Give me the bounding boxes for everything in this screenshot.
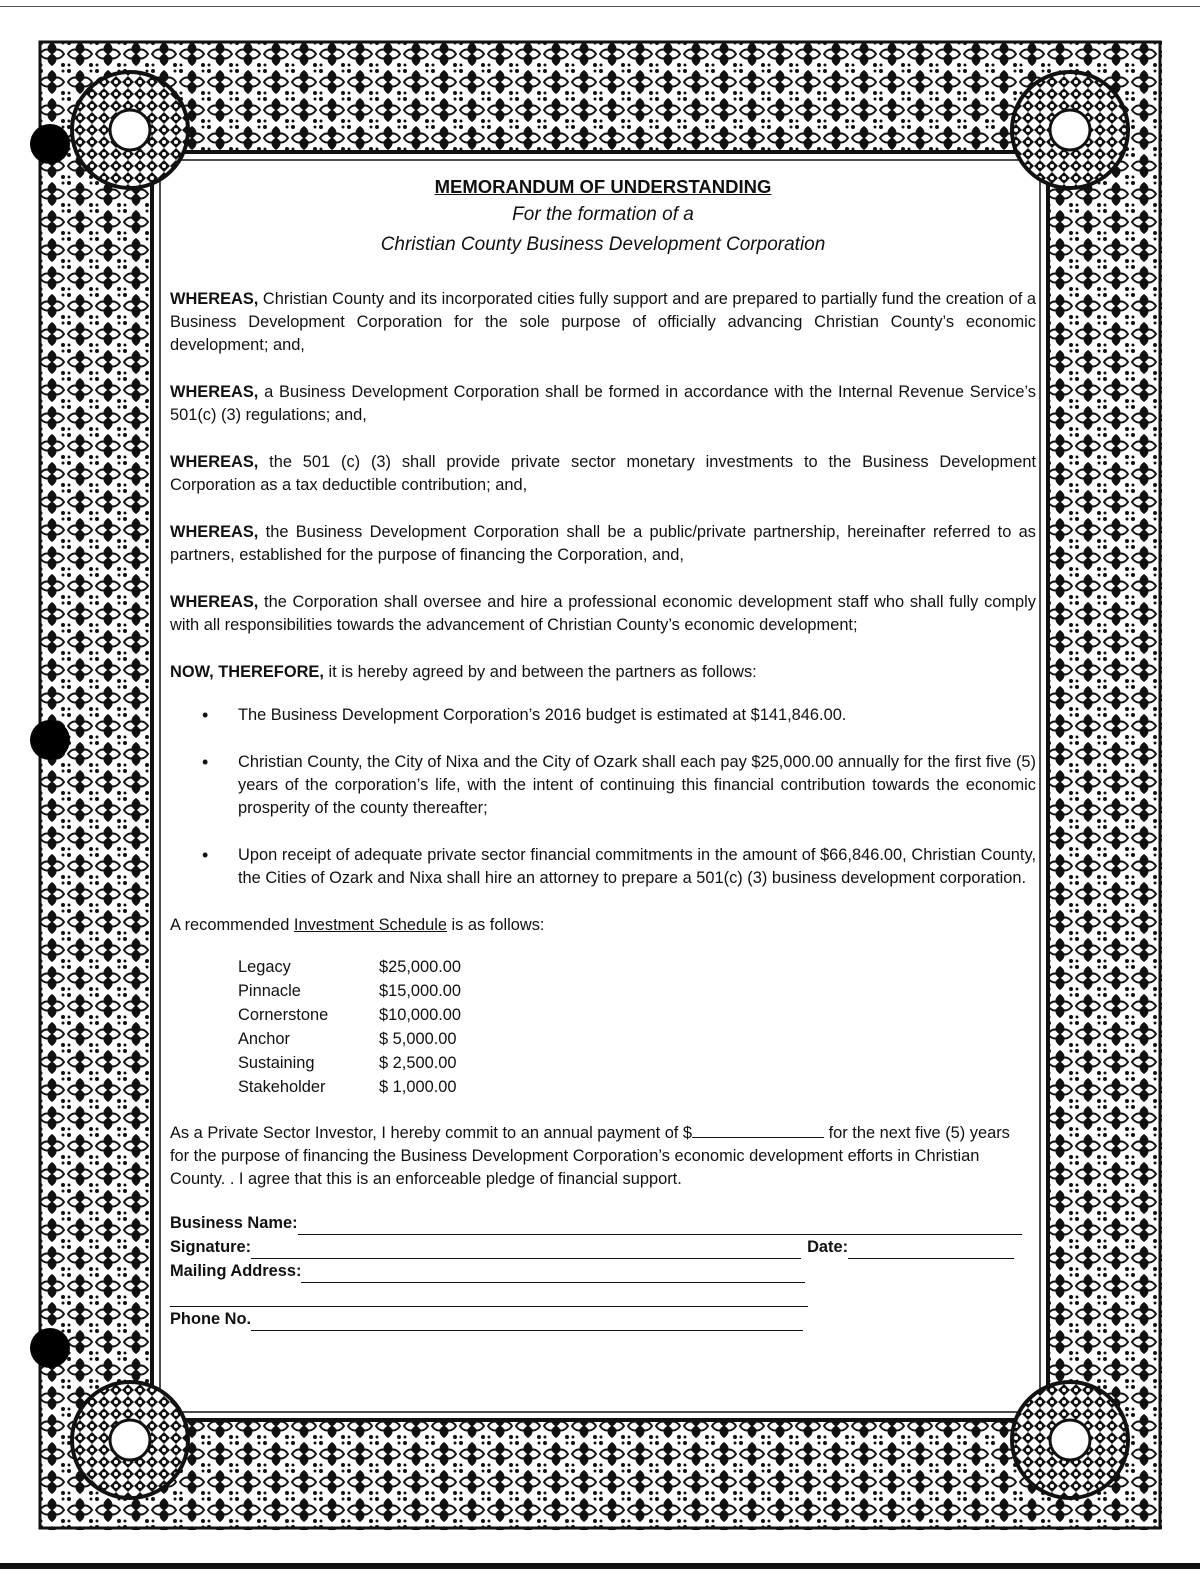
signature-label: Signature: [170, 1238, 252, 1256]
document-subtitle-1: For the formation of a [512, 204, 694, 225]
schedule-amount: $ 2,500.00 [379, 1054, 457, 1072]
pledge-text: for the next five (5) years for the purpose of financing the Business Development Corporation’s economic development efforts in Christian County. . I agree that this is an enforceable pledge of financial support. [170, 1124, 1010, 1188]
whereas-text: a Business Development Corporation shall be formed in accordance with the Internal Revenue Service’s 501(c) (3) regulations; and, [170, 383, 1036, 424]
now-therefore-lead: NOW, THEREFORE, [170, 663, 324, 681]
business-name-field[interactable] [298, 1220, 1022, 1235]
mailing-address-field[interactable] [301, 1268, 805, 1283]
whereas-lead: WHEREAS, [170, 290, 259, 308]
schedule-intro-text: A recommended [170, 916, 294, 934]
whereas-text: the 501 (c) (3) shall provide private sector monetary investments to the Business Development Corporation as a tax deductible contribution; and, [170, 453, 1036, 494]
mailing-address-label: Mailing Address: [170, 1262, 302, 1280]
bullet-item: • Christian County, the City of Nixa and the City of Ozark shall each pay $25,000.00 annually for the first five (5) years of the corporation’s life, with the intent of continuing this financial contribution towards the economic prosperity of the county thereafter; [170, 751, 1036, 820]
whereas-lead: WHEREAS, [170, 523, 259, 541]
schedule-level: Stakeholder [238, 1078, 326, 1096]
schedule-row [238, 1003, 461, 1027]
schedule-intro-underlined: Investment Schedule [293, 916, 447, 934]
schedule-row [238, 1051, 461, 1075]
business-name-label: Business Name: [170, 1214, 298, 1232]
schedule-level: Sustaining [238, 1054, 315, 1072]
punch-hole-bottom [30, 1328, 70, 1368]
pledge-text: As a Private Sector Investor, I hereby commit to an annual payment of $ [170, 1124, 693, 1142]
investment-schedule [238, 955, 461, 1099]
punch-hole-top [30, 124, 70, 164]
schedule-intro-text: is as follows: [446, 916, 545, 934]
schedule-amount: $25,000.00 [379, 958, 462, 976]
schedule-level: Legacy [238, 958, 291, 976]
scan-top-line [0, 6, 1200, 7]
agreement-bullets [170, 704, 1036, 890]
payment-amount-blank[interactable] [692, 1119, 824, 1138]
whereas-lead: WHEREAS, [170, 383, 259, 401]
schedule-level: Cornerstone [238, 1006, 329, 1024]
document-title: MEMORANDUM OF UNDERSTANDING [434, 176, 772, 197]
schedule-row [238, 979, 461, 1003]
whereas-lead: WHEREAS, [170, 453, 259, 471]
schedule-row [238, 955, 461, 979]
schedule-amount: $ 1,000.00 [379, 1078, 457, 1096]
mailing-address-line-2[interactable] [170, 1292, 808, 1307]
whereas-clause-2 [170, 381, 1036, 427]
scan-bottom-edge [0, 1563, 1200, 1569]
date-label: Date: [807, 1238, 849, 1256]
schedule-intro [170, 914, 1036, 937]
whereas-clause-1 [170, 288, 1036, 357]
whereas-text: the Business Development Corporation shall be a public/private partnership, hereinafter referred to as partners, established for the purpose of financing the Corporation, and, [170, 523, 1036, 564]
schedule-amount: $10,000.00 [379, 1006, 462, 1024]
whereas-text: the Corporation shall oversee and hire a professional economic development staff who shall fully comply with all responsibilities towards the advancement of Christian County’s economic development; [170, 593, 1036, 634]
punch-hole-middle [30, 720, 70, 760]
whereas-lead: WHEREAS, [170, 593, 259, 611]
investor-pledge [170, 1119, 1010, 1191]
document-subtitle-2: Christian County Business Development Corporation [380, 234, 826, 255]
memorandum-body [170, 174, 1036, 1331]
schedule-row [238, 1027, 461, 1051]
date-field[interactable] [848, 1244, 1014, 1259]
schedule-row [238, 1075, 461, 1099]
schedule-level: Anchor [238, 1030, 290, 1048]
bullet-item: • The Business Development Corporation’s 2016 budget is estimated at $141,846.00. [170, 704, 1036, 727]
schedule-level: Pinnacle [238, 982, 301, 1000]
now-therefore-clause [170, 661, 1036, 684]
investor-form [170, 1211, 1036, 1331]
phone-label: Phone No. [170, 1310, 252, 1328]
schedule-amount: $15,000.00 [379, 982, 462, 1000]
phone-field[interactable] [251, 1316, 803, 1331]
now-therefore-text: it is hereby agreed by and between the partners as follows: [323, 663, 757, 681]
whereas-clause-5 [170, 591, 1036, 637]
schedule-amount: $ 5,000.00 [379, 1030, 457, 1048]
signature-field[interactable] [251, 1244, 801, 1259]
whereas-clause-4 [170, 521, 1036, 567]
whereas-text: Christian County and its incorporated cities fully support and are prepared to partially fund the creation of a Business Development Corporation for the sole purpose of officially advancing Christian County’s economic development; and, [170, 290, 1036, 354]
bullet-item: • Upon receipt of adequate private sector financial commitments in the amount of $66,846.00, Christian County, the Cities of Ozark and Nixa shall hire an attorney to prepare a 501(c) (3) business development corporation. [170, 844, 1036, 890]
whereas-clause-3 [170, 451, 1036, 497]
